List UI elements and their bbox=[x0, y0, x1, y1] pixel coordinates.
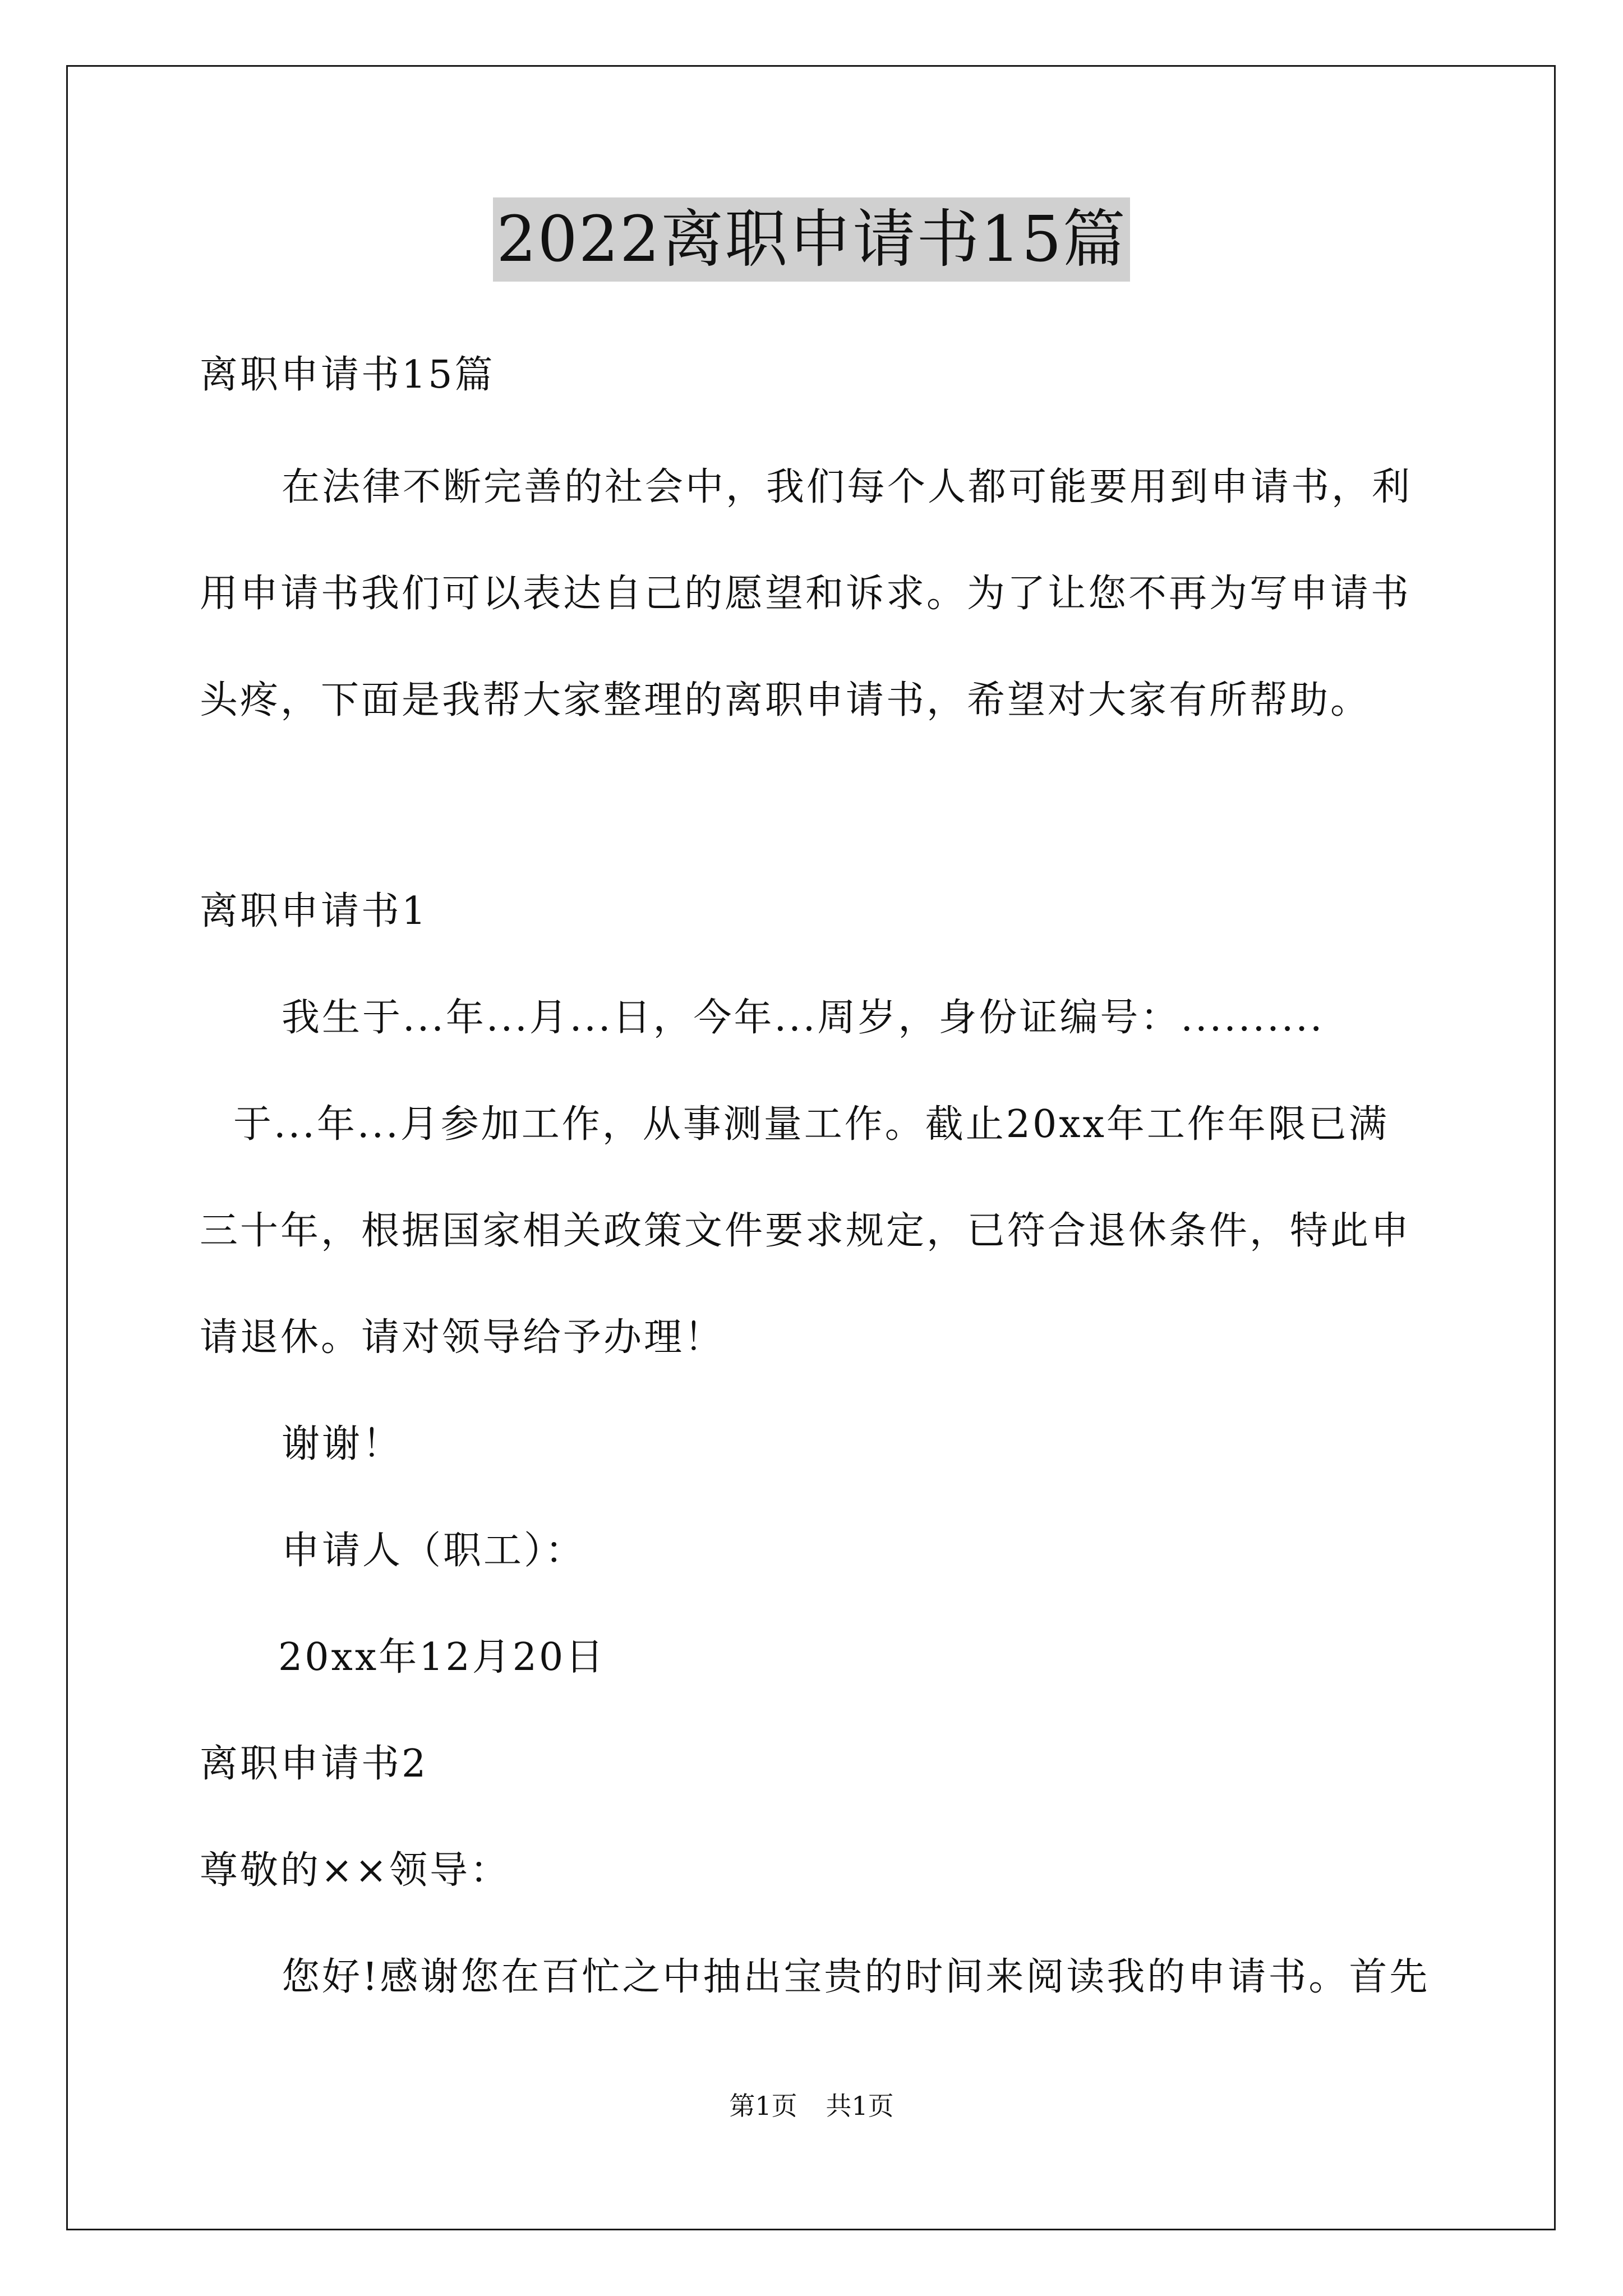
title-wrapper bbox=[0, 197, 1623, 282]
section-heading: 离职申请书1 bbox=[200, 889, 428, 933]
page-total: 共1页 bbox=[826, 2091, 894, 2121]
page-footer bbox=[0, 2089, 1623, 2123]
paragraph-line: 头疼，下面是我帮大家整理的离职申请书，希望对大家有所帮助。 bbox=[200, 678, 1371, 723]
paragraph-line: 用申请书我们可以表达自己的愿望和诉求。为了让您不再为写申请书 bbox=[200, 572, 1412, 616]
date-line: 20xx年12月20日 bbox=[278, 1635, 606, 1680]
document-title: 2022离职申请书15篇 bbox=[493, 197, 1130, 282]
paragraph-line: 我生于...年...月...日，今年...周岁，身份证编号：.......... bbox=[282, 996, 1325, 1040]
salutation-line: 尊敬的××领导： bbox=[200, 1848, 510, 1893]
closing-line: 谢谢！ bbox=[282, 1422, 403, 1466]
signature-line: 申请人（职工）： bbox=[282, 1529, 586, 1573]
paragraph-line: 于...年...月参加工作，从事测量工作。截止20xx年工作年限已满 bbox=[233, 1102, 1389, 1147]
paragraph-line: 在法律不断完善的社会中，我们每个人都可能要用到申请书，利 bbox=[282, 465, 1413, 509]
section-heading: 离职申请书2 bbox=[200, 1742, 428, 1786]
subtitle-line: 离职申请书15篇 bbox=[200, 353, 495, 397]
page-number: 第1页 bbox=[729, 2091, 797, 2121]
paragraph-line: 请退休。请对领导给予办理！ bbox=[200, 1315, 725, 1360]
paragraph-line: 三十年，根据国家相关政策文件要求规定，已符合退休条件，特此申 bbox=[200, 1209, 1412, 1253]
paragraph-line: 您好!感谢您在百忙之中抽出宝贵的时间来阅读我的申请书。首先 bbox=[282, 1955, 1430, 1999]
